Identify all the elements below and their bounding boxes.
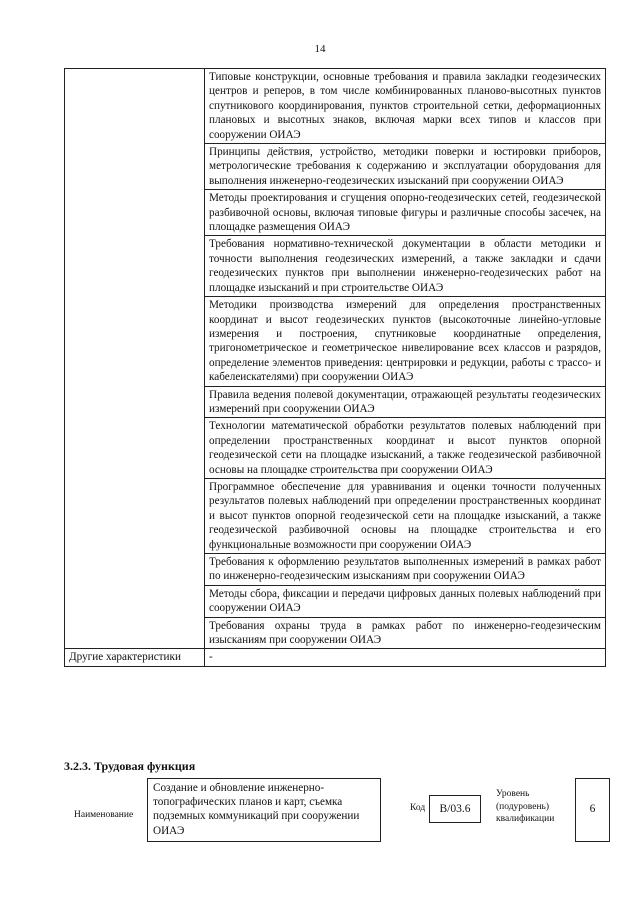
knowledge-item: Программное обеспечение для уравнивания и оценки точности полученных результатов полевых наблюдений при определении пространственных координат и высот пунктов опорной геодезической сети на площадке изысканий, а также геодезической разбивочной основы на площадке строительства и его функциональные возможности при сооружении ОИАЭ	[205, 478, 606, 553]
code-box: В/03.6	[429, 795, 481, 823]
knowledge-item: Типовые конструкции, основные требования и правила закладки геодезических центров и реперов, в том числе комбинированных планово-высотных пунктов спутникового координирования, пунктов строительной сетки, деформационных плановых и высотных знаков, включая марки всех типов и классов при сооружении ОИАЭ	[205, 69, 606, 144]
other-characteristics-value: -	[205, 649, 606, 666]
knowledge-item: Методы сбора, фиксации и передачи цифровых данных полевых наблюдений при сооружении ОИАЭ	[205, 585, 606, 617]
level-box: 6	[575, 778, 610, 842]
knowledge-item: Требования к оформлению результатов выполненных измерений в рамках работ по инженерно-геодезическим изысканиям при сооружении ОИАЭ	[205, 554, 606, 586]
other-characteristics-label: Другие характеристики	[65, 649, 205, 666]
function-row	[64, 778, 616, 844]
section-heading: 3.2.3. Трудовая функция	[64, 759, 196, 773]
knowledge-item: Принципы действия, устройство, методики поверки и юстировки приборов, метрологические требования к содержанию и эксплуатации оборудования для выполнения инженерно-геодезических изысканий при сооружении ОИАЭ	[205, 144, 606, 190]
code-label: Код	[410, 803, 426, 813]
knowledge-item: Правила ведения полевой документации, отражающей результаты геодезических измерений при сооружении ОИАЭ	[205, 386, 606, 418]
knowledge-item: Требования нормативно-технической документации в области методики и точности выполнения геодезических измерений, а также закладки и сдачи геодезических пунктов при выполнении инженерно-геодезических работ на площадке изысканий и при строительстве ОИАЭ	[205, 236, 606, 297]
function-name-box: Создание и обновление инженерно-топографических планов и карт, съемка подземных коммуникаций при сооружении ОИАЭ	[147, 778, 381, 842]
level-label: Уровень (подуровень) квалификации	[496, 789, 555, 824]
table-left-cell	[65, 69, 205, 649]
knowledge-item: Методы проектирования и сгущения опорно-геодезических сетей, геодезической разбивочной основы, включая типовые фигуры и различные способы засечек, на площадке размещения ОИАЭ	[205, 190, 606, 236]
table-row	[65, 69, 606, 144]
name-label: Наименование	[74, 810, 134, 820]
knowledge-item: Технологии математической обработки результатов полевых наблюдений при определении пространственных координат и высот пунктов опорной геодезической сети на площадке изысканий, а также геодезической разбивочной основы на площадке строительства при сооружении ОИАЭ	[205, 418, 606, 479]
table-row-other	[65, 649, 606, 666]
page-number: 14	[314, 43, 326, 55]
knowledge-table	[64, 68, 606, 667]
knowledge-item: Требования охраны труда в рамках работ по инженерно-геодезическим изысканиям при сооружении ОИАЭ	[205, 617, 606, 649]
knowledge-item: Методики производства измерений для определения пространственных координат и высот геодезических пунктов (высокоточные линейно-угловые измерения и построения, спутниковые координатные определения, тригонометрическое и геометрическое нивелирование всех классов и разрядов, определение элементов приведения: центрировки и редукции, работы с трассо- и кабелеискателями) при сооружении ОИАЭ	[205, 297, 606, 386]
